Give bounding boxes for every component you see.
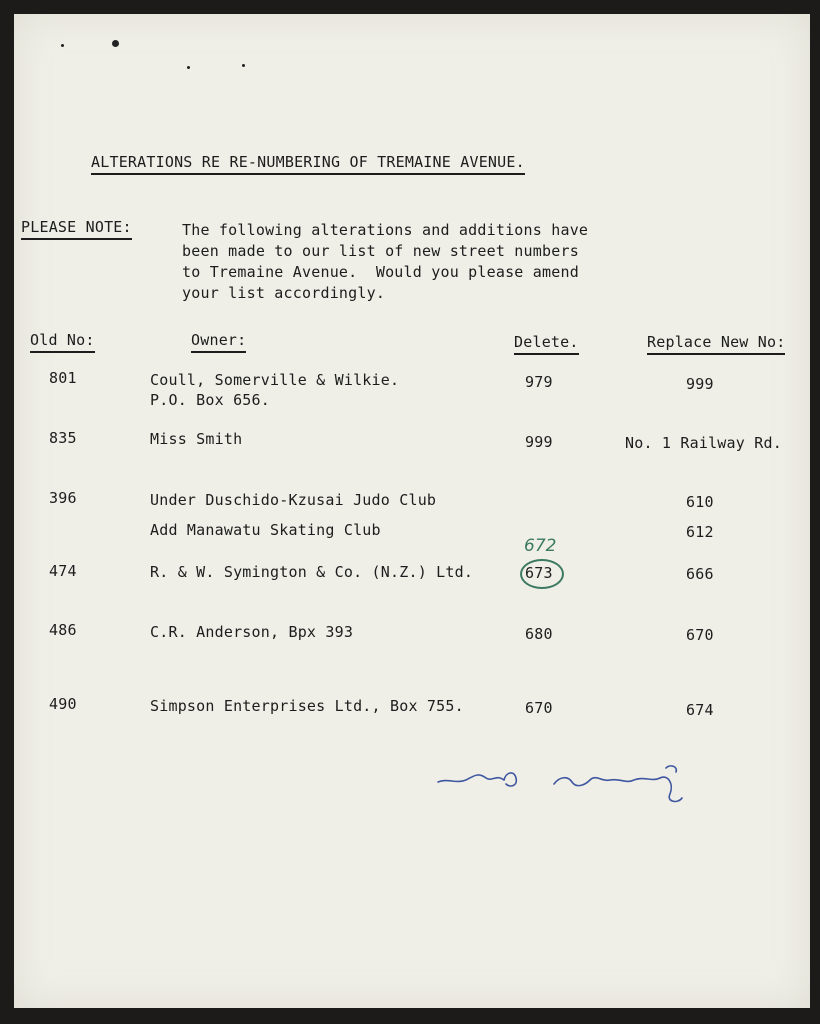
owner-name: Under Duschido-Kzusai Judo Club: [150, 491, 437, 509]
handwritten-correction: 672: [524, 536, 557, 556]
document-page: [14, 14, 810, 1008]
old-number: 396: [49, 489, 77, 507]
replace-number: 612: [686, 523, 714, 541]
owner-name: Miss Smith: [150, 430, 243, 448]
handwritten-signature: [434, 754, 684, 814]
note-line: The following alterations and additions have: [182, 221, 589, 239]
header-owner: Owner:: [191, 330, 246, 353]
owner-name: Coull, Somerville & Wilkie.: [150, 371, 400, 389]
header-replace: Replace New No:: [647, 332, 785, 355]
old-number: 486: [49, 621, 77, 639]
owner-address: P.O. Box 656.: [150, 391, 270, 409]
note-line: your list accordingly.: [182, 284, 386, 302]
old-number: 801: [49, 369, 77, 387]
owner-name: Add Manawatu Skating Club: [150, 521, 381, 539]
delete-number: 979: [525, 373, 553, 391]
delete-number: 680: [525, 625, 553, 643]
ink-speck: [187, 66, 190, 69]
replace-number: 999: [686, 375, 714, 393]
replace-number: No. 1 Railway Rd.: [625, 434, 782, 452]
note-line: been made to our list of new street numbers: [182, 242, 579, 260]
delete-number: 999: [525, 433, 553, 451]
owner-name: R. & W. Symington & Co. (N.Z.) Ltd.: [150, 563, 474, 581]
header-delete: Delete.: [514, 332, 579, 355]
old-number: 835: [49, 429, 77, 447]
header-old-no: Old No:: [30, 330, 95, 353]
replace-number: 666: [686, 565, 714, 583]
delete-number: 670: [525, 699, 553, 717]
note-label: PLEASE NOTE:: [21, 217, 132, 240]
note-line: to Tremaine Avenue. Would you please amend: [182, 263, 579, 281]
owner-name: C.R. Anderson, Bpx 393: [150, 623, 354, 641]
document-title: ALTERATIONS RE RE-NUMBERING OF TREMAINE AVENUE.: [91, 152, 525, 175]
old-number: 474: [49, 562, 77, 580]
ink-speck: [61, 44, 64, 47]
replace-number: 610: [686, 493, 714, 511]
replace-number: 674: [686, 701, 714, 719]
ink-speck: [112, 40, 119, 47]
delete-number: 673: [525, 564, 553, 582]
replace-number: 670: [686, 626, 714, 644]
owner-name: Simpson Enterprises Ltd., Box 755.: [150, 697, 464, 715]
ink-speck: [242, 64, 245, 67]
old-number: 490: [49, 695, 77, 713]
